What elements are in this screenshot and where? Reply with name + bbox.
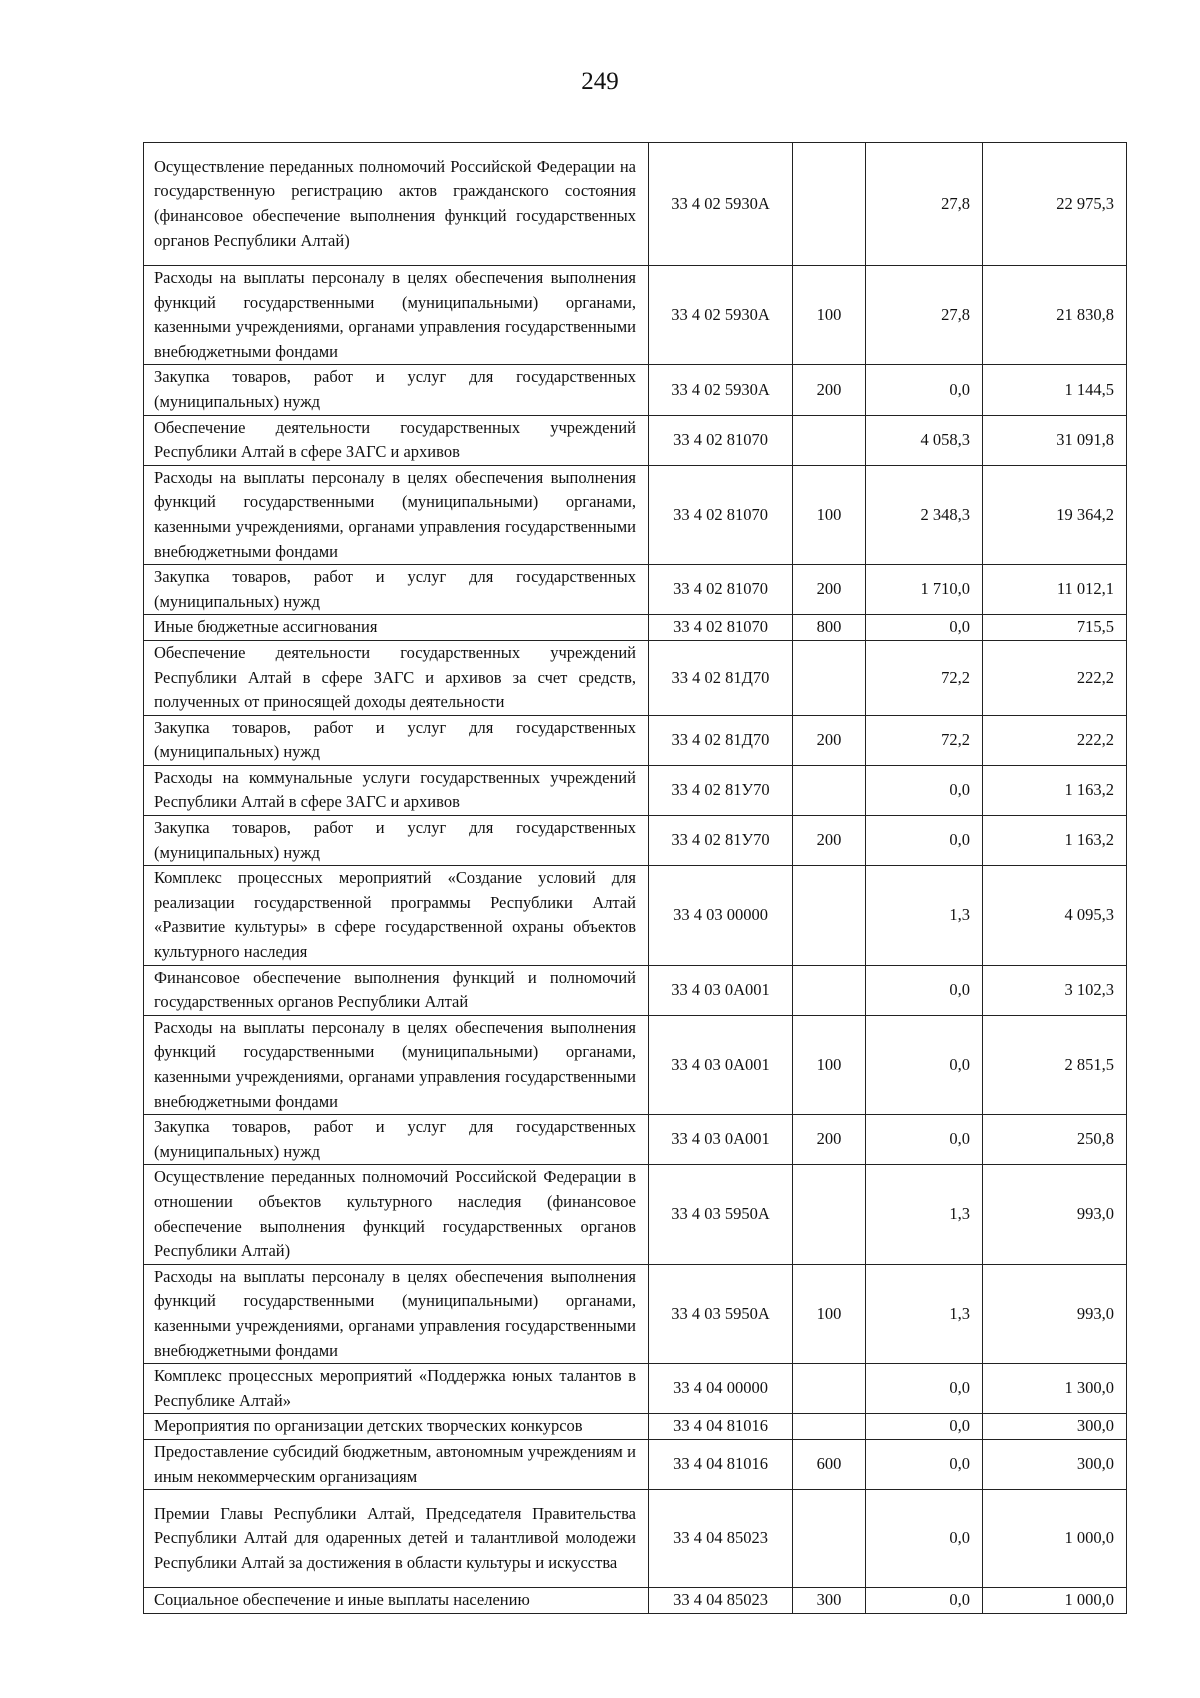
amount-prev: 0,0 <box>866 1490 983 1588</box>
amount-cur: 300,0 <box>983 1439 1127 1489</box>
budget-code: 33 4 02 81Д70 <box>649 640 793 715</box>
table-row <box>144 143 1127 266</box>
amount-prev: 0,0 <box>866 1588 983 1614</box>
expense-type <box>793 143 866 266</box>
expense-type: 100 <box>793 266 866 365</box>
expense-name: Закупка товаров, работ и услуг для государственных (муниципальных) нужд <box>144 1115 649 1165</box>
amount-prev: 0,0 <box>866 816 983 866</box>
table-row <box>144 415 1127 465</box>
amount-prev: 27,8 <box>866 143 983 266</box>
amount-cur: 1 163,2 <box>983 816 1127 866</box>
amount-cur: 993,0 <box>983 1165 1127 1264</box>
budget-code: 33 4 03 0А001 <box>649 965 793 1015</box>
amount-cur: 1 300,0 <box>983 1364 1127 1414</box>
budget-code: 33 4 02 81070 <box>649 415 793 465</box>
expense-name: Иные бюджетные ассигнования <box>144 615 649 641</box>
expense-name: Премии Главы Республики Алтай, Председателя Правительства Республики Алтай для одаренных детей и талантливой молодежи Республики Алтай за достижения в области культуры и искусства <box>144 1490 649 1588</box>
table-row <box>144 1115 1127 1165</box>
expense-type <box>793 965 866 1015</box>
expense-type <box>793 866 866 965</box>
budget-code: 33 4 02 81070 <box>649 465 793 564</box>
table-row <box>144 615 1127 641</box>
table-row <box>144 365 1127 415</box>
budget-code: 33 4 04 85023 <box>649 1588 793 1614</box>
expense-name: Предоставление субсидий бюджетным, автономным учреждениям и иным некоммерческим организациям <box>144 1439 649 1489</box>
expense-name: Финансовое обеспечение выполнения функций и полномочий государственных органов Республики Алтай <box>144 965 649 1015</box>
amount-prev: 0,0 <box>866 1015 983 1114</box>
expense-name: Расходы на выплаты персоналу в целях обеспечения выполнения функций государственными (муниципальными) органами, казенными учреждениями, органами управления государственными внебюджетными фондами <box>144 1264 649 1363</box>
amount-prev: 1,3 <box>866 1165 983 1264</box>
budget-table <box>143 142 1127 1614</box>
expense-name: Осуществление переданных полномочий Российской Федерации на государственную регистрацию актов гражданского состояния (финансовое обеспечение выполнения функций государственных органов Республики Алтай) <box>144 143 649 266</box>
amount-cur: 3 102,3 <box>983 965 1127 1015</box>
budget-table-body <box>144 143 1127 1614</box>
expense-name: Расходы на выплаты персоналу в целях обеспечения выполнения функций государственными (муниципальными) органами, казенными учреждениями, органами управления государственными внебюджетными фондами <box>144 465 649 564</box>
amount-cur: 2 851,5 <box>983 1015 1127 1114</box>
amount-prev: 0,0 <box>866 1364 983 1414</box>
budget-code: 33 4 02 5930А <box>649 266 793 365</box>
amount-cur: 11 012,1 <box>983 565 1127 615</box>
amount-prev: 72,2 <box>866 715 983 765</box>
amount-prev: 4 058,3 <box>866 415 983 465</box>
budget-code: 33 4 03 0А001 <box>649 1115 793 1165</box>
expense-name: Закупка товаров, работ и услуг для государственных (муниципальных) нужд <box>144 565 649 615</box>
budget-code: 33 4 04 81016 <box>649 1414 793 1440</box>
amount-prev: 2 348,3 <box>866 465 983 564</box>
budget-code: 33 4 03 5950А <box>649 1165 793 1264</box>
expense-type <box>793 1364 866 1414</box>
expense-type: 300 <box>793 1588 866 1614</box>
amount-cur: 22 975,3 <box>983 143 1127 266</box>
amount-cur: 1 144,5 <box>983 365 1127 415</box>
amount-cur: 31 091,8 <box>983 415 1127 465</box>
budget-code: 33 4 02 5930А <box>649 365 793 415</box>
table-row <box>144 266 1127 365</box>
amount-prev: 1,3 <box>866 1264 983 1363</box>
table-row <box>144 1015 1127 1114</box>
expense-type <box>793 765 866 815</box>
expense-name: Закупка товаров, работ и услуг для государственных (муниципальных) нужд <box>144 715 649 765</box>
expense-type: 200 <box>793 1115 866 1165</box>
table-row <box>144 965 1127 1015</box>
expense-name: Расходы на коммунальные услуги государственных учреждений Республики Алтай в сфере ЗАГС и архивов <box>144 765 649 815</box>
budget-code: 33 4 02 81Д70 <box>649 715 793 765</box>
expense-name: Расходы на выплаты персоналу в целях обеспечения выполнения функций государственными (муниципальными) органами, казенными учреждениями, органами управления государственными внебюджетными фондами <box>144 266 649 365</box>
budget-code: 33 4 02 5930А <box>649 143 793 266</box>
amount-cur: 222,2 <box>983 640 1127 715</box>
budget-code: 33 4 04 85023 <box>649 1490 793 1588</box>
expense-name: Комплекс процессных мероприятий «Поддержка юных талантов в Республике Алтай» <box>144 1364 649 1414</box>
table-row <box>144 1439 1127 1489</box>
budget-code: 33 4 04 00000 <box>649 1364 793 1414</box>
table-row <box>144 1414 1127 1440</box>
amount-prev: 0,0 <box>866 1439 983 1489</box>
budget-code: 33 4 02 81У70 <box>649 816 793 866</box>
expense-type: 100 <box>793 1264 866 1363</box>
expense-type: 200 <box>793 816 866 866</box>
table-row <box>144 640 1127 715</box>
table-row <box>144 1588 1127 1614</box>
amount-prev: 1 710,0 <box>866 565 983 615</box>
expense-type <box>793 1490 866 1588</box>
amount-prev: 0,0 <box>866 1115 983 1165</box>
table-row <box>144 465 1127 564</box>
expense-name: Закупка товаров, работ и услуг для государственных (муниципальных) нужд <box>144 365 649 415</box>
amount-prev: 0,0 <box>866 765 983 815</box>
table-row <box>144 866 1127 965</box>
amount-prev: 1,3 <box>866 866 983 965</box>
expense-name: Расходы на выплаты персоналу в целях обеспечения выполнения функций государственными (муниципальными) органами, казенными учреждениями, органами управления государственными внебюджетными фондами <box>144 1015 649 1114</box>
table-row <box>144 765 1127 815</box>
expense-name: Закупка товаров, работ и услуг для государственных (муниципальных) нужд <box>144 816 649 866</box>
expense-type <box>793 415 866 465</box>
expense-type: 200 <box>793 715 866 765</box>
expense-name: Мероприятия по организации детских творческих конкурсов <box>144 1414 649 1440</box>
table-row <box>144 715 1127 765</box>
expense-type: 100 <box>793 465 866 564</box>
budget-code: 33 4 02 81070 <box>649 565 793 615</box>
expense-type <box>793 640 866 715</box>
table-row <box>144 1264 1127 1363</box>
amount-cur: 1 000,0 <box>983 1588 1127 1614</box>
amount-cur: 1 163,2 <box>983 765 1127 815</box>
amount-prev: 0,0 <box>866 1414 983 1440</box>
expense-type: 600 <box>793 1439 866 1489</box>
amount-prev: 27,8 <box>866 266 983 365</box>
amount-cur: 21 830,8 <box>983 266 1127 365</box>
amount-cur: 19 364,2 <box>983 465 1127 564</box>
page-number: 249 <box>581 68 619 95</box>
budget-code: 33 4 04 81016 <box>649 1439 793 1489</box>
amount-cur: 715,5 <box>983 615 1127 641</box>
table-row <box>144 1165 1127 1264</box>
amount-prev: 72,2 <box>866 640 983 715</box>
budget-code: 33 4 02 81070 <box>649 615 793 641</box>
amount-cur: 993,0 <box>983 1264 1127 1363</box>
expense-type: 200 <box>793 365 866 415</box>
expense-type <box>793 1165 866 1264</box>
amount-prev: 0,0 <box>866 365 983 415</box>
table-row <box>144 565 1127 615</box>
expense-name: Осуществление переданных полномочий Российской Федерации в отношении объектов культурного наследия (финансовое обеспечение выполнения функций государственных органов Республики Алтай) <box>144 1165 649 1264</box>
amount-cur: 300,0 <box>983 1414 1127 1440</box>
table-row <box>144 816 1127 866</box>
expense-type: 800 <box>793 615 866 641</box>
expense-name: Социальное обеспечение и иные выплаты населению <box>144 1588 649 1614</box>
amount-cur: 250,8 <box>983 1115 1127 1165</box>
expense-name: Обеспечение деятельности государственных учреждений Республики Алтай в сфере ЗАГС и архивов <box>144 415 649 465</box>
expense-type: 200 <box>793 565 866 615</box>
budget-code: 33 4 03 5950А <box>649 1264 793 1363</box>
expense-name: Обеспечение деятельности государственных учреждений Республики Алтай в сфере ЗАГС и архивов за счет средств, полученных от приносящей доходы деятельности <box>144 640 649 715</box>
amount-cur: 1 000,0 <box>983 1490 1127 1588</box>
table-row <box>144 1490 1127 1588</box>
budget-code: 33 4 02 81У70 <box>649 765 793 815</box>
amount-cur: 4 095,3 <box>983 866 1127 965</box>
amount-prev: 0,0 <box>866 615 983 641</box>
table-row <box>144 1364 1127 1414</box>
amount-cur: 222,2 <box>983 715 1127 765</box>
budget-code: 33 4 03 0А001 <box>649 1015 793 1114</box>
budget-code: 33 4 03 00000 <box>649 866 793 965</box>
amount-prev: 0,0 <box>866 965 983 1015</box>
expense-type <box>793 1414 866 1440</box>
expense-type: 100 <box>793 1015 866 1114</box>
expense-name: Комплекс процессных мероприятий «Создание условий для реализации государственной программы Республики Алтай «Развитие культуры» в сфере государственной охраны объектов культурного наследия <box>144 866 649 965</box>
